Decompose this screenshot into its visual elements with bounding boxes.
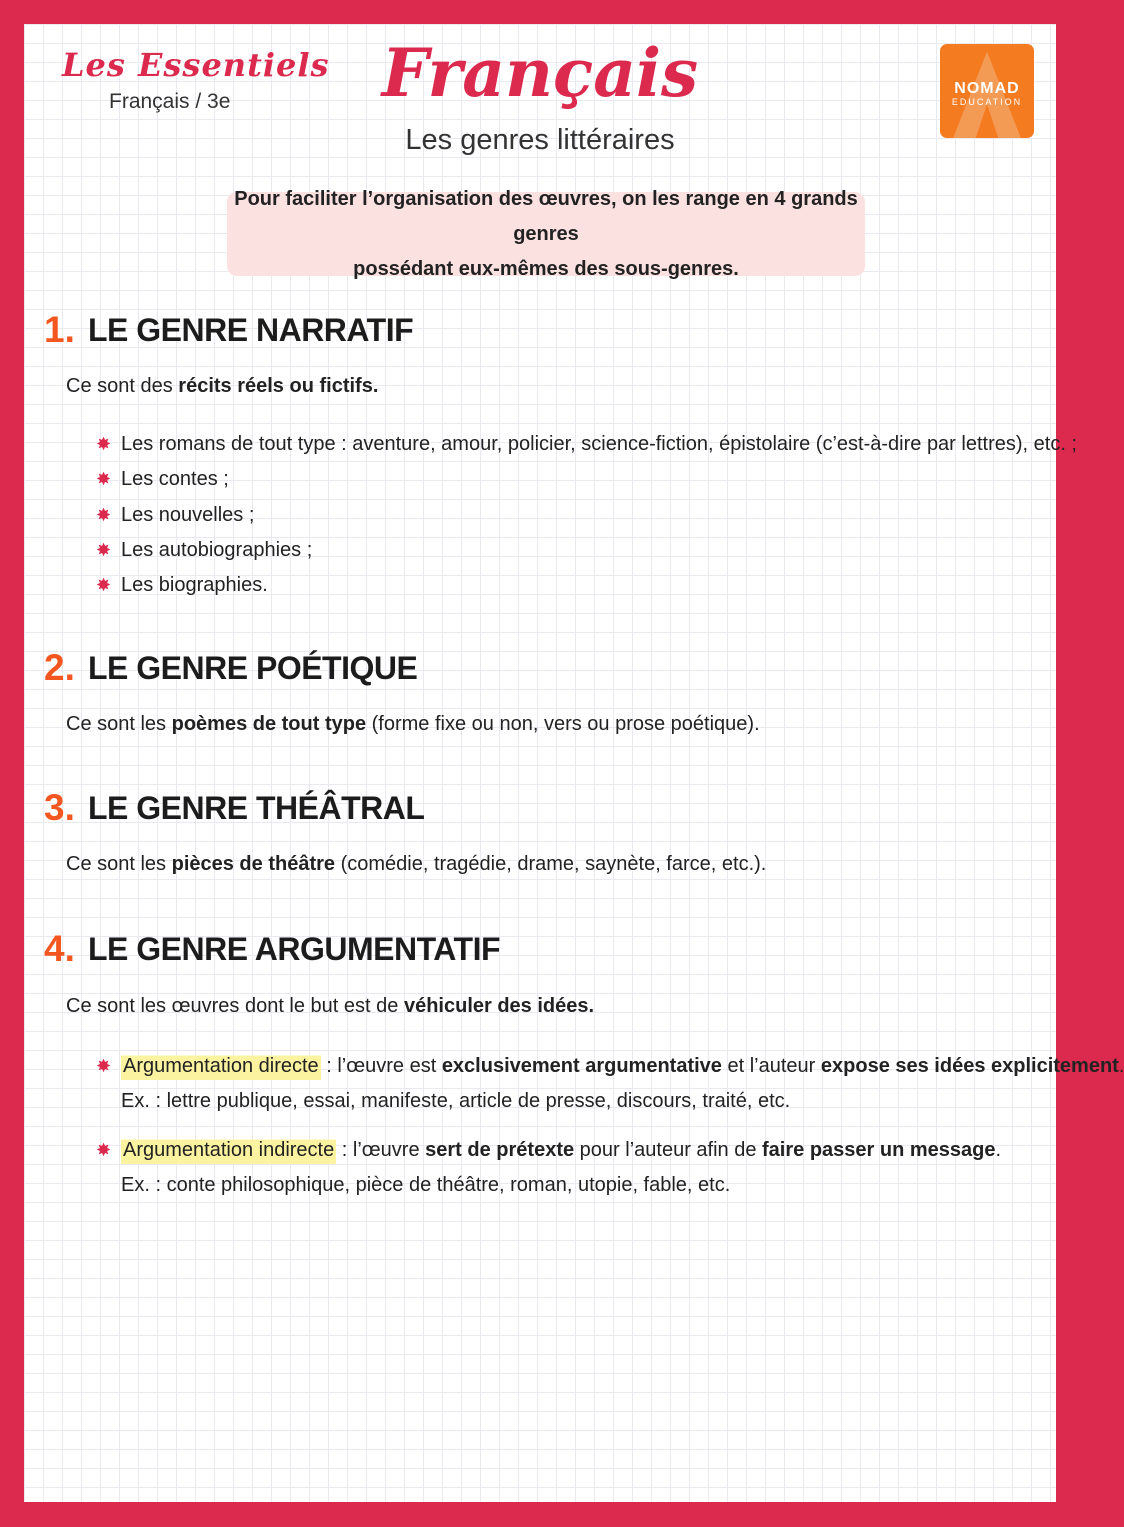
section-2-description xyxy=(66,713,760,736)
list-item-text: Les autobiographies ; xyxy=(121,539,313,562)
asterisk-bullet-icon: ✸ xyxy=(96,1056,112,1076)
indirect-argumentation-example: Ex. : conte philosophique, pièce de théâtre, roman, utopie, fable, etc. xyxy=(121,1174,731,1196)
asterisk-bullet-icon: ✸ xyxy=(96,434,112,455)
bold-text: faire passer un message xyxy=(762,1139,996,1161)
asterisk-bullet-icon: ✸ xyxy=(96,1140,112,1160)
logo-name: NOMAD xyxy=(954,80,1020,97)
section-title: LE GENRE NARRATIF xyxy=(88,311,414,348)
desc-bold: poèmes de tout type xyxy=(171,713,367,735)
bold-text: exclusivement argumentative xyxy=(441,1055,722,1077)
desc-text: Ce sont les œuvres dont le but est de xyxy=(66,995,404,1017)
list-item xyxy=(96,568,1077,603)
section-number: 4. xyxy=(44,928,75,969)
indirect-argumentation-block xyxy=(96,1133,1001,1203)
intro-line-2: possédant eux-mêmes des sous-genres. xyxy=(353,257,739,280)
section-title: LE GENRE THÉÂTRAL xyxy=(88,789,425,826)
highlighted-term: Argumentation indirecte xyxy=(121,1133,336,1168)
list-item-text: Les contes ; xyxy=(121,468,229,491)
desc-text: Ce sont les xyxy=(66,713,172,735)
series-title: Les Essentiels xyxy=(62,46,330,84)
section-1-heading xyxy=(44,308,413,352)
desc-text: Ce sont les xyxy=(66,853,172,875)
list-item xyxy=(96,462,1077,497)
list-item xyxy=(96,533,1077,568)
indirect-argumentation-line xyxy=(96,1133,1001,1168)
desc-bold: récits réels ou fictifs. xyxy=(178,375,379,397)
list-item-text: Les romans de tout type : aventure, amour, policier, science-fiction, épistolaire (c’est-à-dire par lettres), etc. ; xyxy=(121,433,1077,456)
desc-text: (forme fixe ou non, vers ou prose poétique). xyxy=(366,713,760,735)
topic-subtitle: Les genres littéraires xyxy=(405,124,675,156)
worksheet-page xyxy=(24,24,1124,1502)
narrative-subgenres-list xyxy=(96,427,1077,603)
highlighted-term: Argumentation directe xyxy=(121,1049,321,1084)
bold-text: sert de prétexte xyxy=(425,1139,575,1161)
intro-line-1: Pour faciliter l’organisation des œuvres, on les range en 4 grands genres xyxy=(234,187,858,245)
asterisk-bullet-icon: ✸ xyxy=(96,575,112,596)
text: et l’auteur xyxy=(721,1055,821,1077)
section-number: 1. xyxy=(44,309,75,350)
desc-text: (comédie, tragédie, drame, saynète, farce, etc.). xyxy=(335,853,767,875)
section-title: LE GENRE POÉTIQUE xyxy=(88,649,418,686)
desc-bold: véhiculer des idées. xyxy=(403,995,595,1017)
section-3-heading xyxy=(44,786,424,830)
section-3-description xyxy=(66,853,766,876)
section-number: 2. xyxy=(44,647,75,688)
list-item xyxy=(96,498,1077,533)
bold-text: expose ses idées explicitement xyxy=(820,1055,1119,1077)
asterisk-bullet-icon: ✸ xyxy=(96,540,112,561)
section-2-heading xyxy=(44,646,417,690)
asterisk-bullet-icon: ✸ xyxy=(96,469,112,490)
section-number: 3. xyxy=(44,787,75,828)
list-item-text: Les nouvelles ; xyxy=(121,503,255,526)
text: : l’œuvre xyxy=(336,1139,426,1161)
section-1-description xyxy=(66,375,378,398)
desc-text: Ce sont des xyxy=(66,375,179,397)
logo-subtitle: EDUCATION xyxy=(951,97,1023,107)
section-4-description xyxy=(66,995,594,1018)
text: . xyxy=(1118,1055,1124,1077)
asterisk-bullet-icon: ✸ xyxy=(96,504,112,525)
level-label: Français / 3e xyxy=(109,90,231,113)
subject-title: Français xyxy=(381,34,699,112)
desc-bold: pièces de théâtre xyxy=(171,853,336,875)
nomad-education-logo xyxy=(940,44,1034,138)
text: pour l’auteur afin de xyxy=(574,1139,763,1161)
list-item xyxy=(96,427,1077,462)
direct-argumentation-line xyxy=(96,1049,1124,1084)
direct-argumentation-block xyxy=(96,1049,1124,1119)
text: . xyxy=(995,1139,1002,1161)
list-item-text: Les biographies. xyxy=(121,574,268,597)
section-4-heading xyxy=(44,927,500,971)
section-title: LE GENRE ARGUMENTATIF xyxy=(88,930,500,967)
intro-box xyxy=(227,187,865,280)
text: : l’œuvre est xyxy=(320,1055,442,1077)
direct-argumentation-example: Ex. : lettre publique, essai, manifeste, article de presse, discours, traité, etc. xyxy=(121,1090,791,1112)
